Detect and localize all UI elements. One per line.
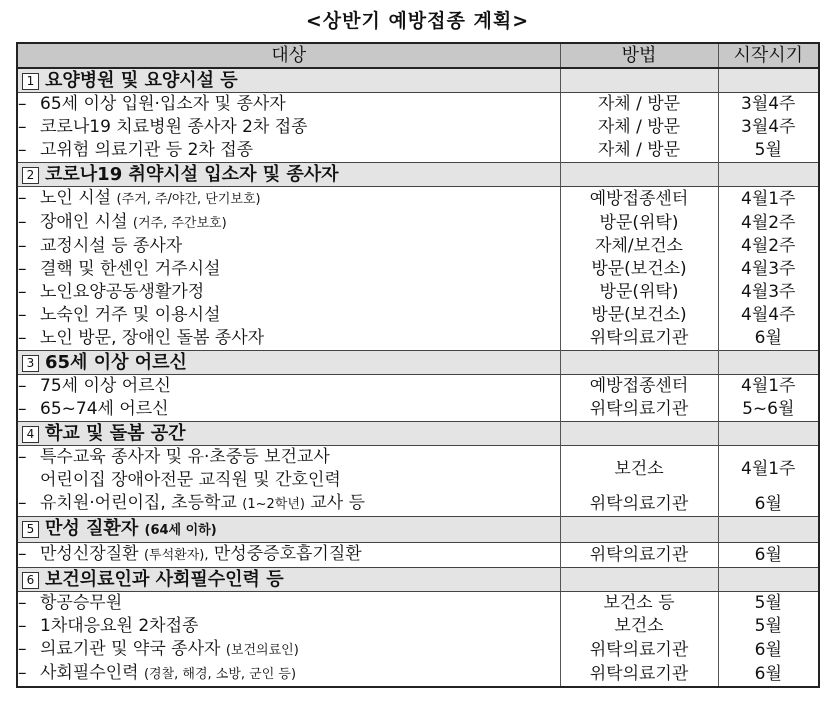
target-cell [17,492,560,517]
section-label-cell [17,422,560,446]
dash-marker: – [18,544,27,564]
header-target: 대상 [17,43,560,68]
target-text-line2: 어린이집 장애아전문 교직원 및 간호인력 [40,470,341,490]
vaccination-plan-table [16,42,820,688]
start-cell: 6월 [718,492,819,517]
section-empty-cell [718,163,819,187]
start-cell: 3월4주 [718,116,819,139]
target-text: 결핵 및 한센인 거주시설 [40,259,221,279]
target-cell [17,258,560,281]
method-cell: 방문(위탁) [560,211,718,235]
target-cell [17,139,560,163]
section-row [17,163,819,187]
target-text: 특수교육 종사자 및 유·초중등 보건교사 [40,447,330,467]
table-row [17,281,819,304]
target-cell [17,638,560,662]
section-row [17,351,819,375]
section-row [17,422,819,446]
start-cell: 5월 [718,615,819,638]
start-cell: 4월1주 [718,187,819,212]
start-cell: 6월 [718,327,819,351]
method-cell: 위탁의료기관 [560,662,718,687]
section-label-note: (64세 이하) [144,523,217,538]
target-cell [17,592,560,616]
table-row [17,592,819,616]
table-body [17,68,819,687]
section-label-cell [17,351,560,375]
method-cell: 위탁의료기관 [560,398,718,422]
method-cell: 방문(보건소) [560,304,718,327]
section-empty-cell [560,568,718,592]
table-row [17,93,819,117]
dash-marker: – [18,259,27,279]
target-text-after: 만성중증호흡기질환 [213,544,362,564]
target-cell [17,615,560,638]
method-cell: 예방접종센터 [560,187,718,212]
method-cell: 위탁의료기관 [560,543,718,568]
method-cell: 위탁의료기관 [560,327,718,351]
target-text: 코로나19 치료병원 종사자 2차 접종 [40,117,308,137]
section-empty-cell [718,68,819,93]
dash-marker: – [18,305,27,325]
section-empty-cell [718,568,819,592]
method-cell: 자체 / 방문 [560,93,718,117]
target-cell [17,398,560,422]
start-cell: 4월3주 [718,258,819,281]
table-header-row [17,43,819,68]
section-label: 코로나19 취약시설 입소자 및 종사자 [45,164,339,185]
dash-marker: – [18,188,27,208]
table-row [17,187,819,212]
target-cell [17,281,560,304]
table-row [17,638,819,662]
section-number-box: 3 [22,355,39,372]
dash-marker: – [18,616,27,636]
target-note: (경찰, 해경, 소방, 군인 등) [143,667,297,682]
method-cell: 예방접종센터 [560,375,718,399]
section-empty-cell [718,422,819,446]
method-cell: 보건소 [560,446,718,493]
dash-marker: – [18,399,27,419]
target-cell [17,327,560,351]
start-cell: 6월 [718,662,819,687]
target-text: 교정시설 등 종사자 [40,236,183,256]
target-text: 노인 방문, 장애인 돌봄 종사자 [40,328,265,348]
target-text: 노인요양공동생활가정 [40,282,205,302]
section-label: 학교 및 돌봄 공간 [45,423,186,444]
table-row [17,235,819,258]
target-text: 장애인 시설 [40,212,128,232]
target-note: (투석환자), [143,548,209,563]
dash-marker: – [18,140,27,160]
start-cell: 6월 [718,638,819,662]
start-cell: 3월4주 [718,93,819,117]
section-empty-cell [718,517,819,543]
dash-marker: – [18,212,27,232]
dash-marker: – [18,376,27,396]
start-cell: 4월1주 [718,446,819,493]
dash-marker: – [18,639,27,659]
section-row [17,68,819,93]
section-empty-cell [560,517,718,543]
section-label: 65세 이상 어르신 [45,352,187,373]
target-text-after: 교사 등 [310,493,366,513]
dash-marker: – [18,447,27,467]
section-label: 만성 질환자 [45,518,139,539]
target-note: (거주, 주간보호) [132,216,227,231]
table-row [17,304,819,327]
section-empty-cell [560,163,718,187]
table-row [17,398,819,422]
method-cell: 자체 / 방문 [560,139,718,163]
section-label-cell [17,517,560,543]
section-label: 보건의료인과 사회필수인력 등 [45,569,284,590]
section-number-box: 6 [22,572,39,589]
start-cell: 4월2주 [718,235,819,258]
target-note: (1~2학년) [242,497,305,512]
target-text: 고위험 의료기관 등 2차 접종 [40,140,254,160]
target-cell [17,116,560,139]
dash-marker: – [18,94,27,114]
table-row [17,139,819,163]
section-label: 요양병원 및 요양시설 등 [45,70,238,91]
target-text: 65세 이상 입원·입소자 및 종사자 [40,94,286,114]
target-cell [17,375,560,399]
target-cell [17,187,560,212]
start-cell: 4월3주 [718,281,819,304]
table-row [17,116,819,139]
target-cell [17,662,560,687]
section-empty-cell [560,68,718,93]
table-row [17,211,819,235]
start-cell: 4월4주 [718,304,819,327]
method-cell: 방문(보건소) [560,258,718,281]
start-cell: 6월 [718,543,819,568]
target-cell [17,211,560,235]
target-cell [17,93,560,117]
table-row [17,543,819,568]
dash-marker: – [18,328,27,348]
method-cell: 위탁의료기관 [560,638,718,662]
target-cell [17,235,560,258]
section-label-cell [17,568,560,592]
target-text: 만성신장질환 [40,544,139,564]
method-cell: 위탁의료기관 [560,492,718,517]
dash-marker: – [18,493,27,513]
target-note: (보건의료인) [225,643,299,658]
table-row [17,258,819,281]
method-cell: 방문(위탁) [560,281,718,304]
target-text: 항공승무원 [40,593,123,613]
target-text: 65~74세 어르신 [40,399,169,419]
dash-marker: – [18,593,27,613]
target-text: 1차대응요원 2차접종 [40,616,199,636]
page-title: <상반기 예방접종 계획> [305,10,530,32]
target-text: 의료기관 및 약국 종사자 [40,639,221,659]
target-cell [17,446,560,493]
table-row [17,615,819,638]
header-start: 시작시기 [718,43,819,68]
table-row [17,662,819,687]
dash-marker: – [18,282,27,302]
section-number-box: 1 [22,73,39,90]
header-method: 방법 [560,43,718,68]
start-cell: 4월1주 [718,375,819,399]
section-label-cell [17,68,560,93]
table-row [17,327,819,351]
start-cell: 5~6월 [718,398,819,422]
section-empty-cell [560,422,718,446]
target-note: (주거, 주/야간, 단기보호) [116,192,261,207]
section-empty-cell [560,351,718,375]
method-cell: 보건소 [560,615,718,638]
section-empty-cell [718,351,819,375]
section-label-cell [17,163,560,187]
target-text: 노인 시설 [40,188,112,208]
start-cell: 4월2주 [718,211,819,235]
section-row [17,517,819,543]
target-text: 사회필수인력 [40,663,139,683]
start-cell: 5월 [718,139,819,163]
section-number-box: 2 [22,167,39,184]
target-text: 유치원·어린이집, 초등학교 [40,493,237,513]
method-cell: 자체/보건소 [560,235,718,258]
target-cell [17,304,560,327]
table-row [17,492,819,517]
target-text: 75세 이상 어르신 [40,376,171,396]
section-number-box: 5 [22,521,39,538]
table-row [17,446,819,493]
method-cell: 보건소 등 [560,592,718,616]
dash-marker: – [18,663,27,683]
section-number-box: 4 [22,426,39,443]
start-cell: 5월 [718,592,819,616]
section-row [17,568,819,592]
dash-marker: – [18,117,27,137]
method-cell: 자체 / 방문 [560,116,718,139]
dash-marker: – [18,236,27,256]
target-cell [17,543,560,568]
table-row [17,375,819,399]
target-text: 노숙인 거주 및 이용시설 [40,305,221,325]
